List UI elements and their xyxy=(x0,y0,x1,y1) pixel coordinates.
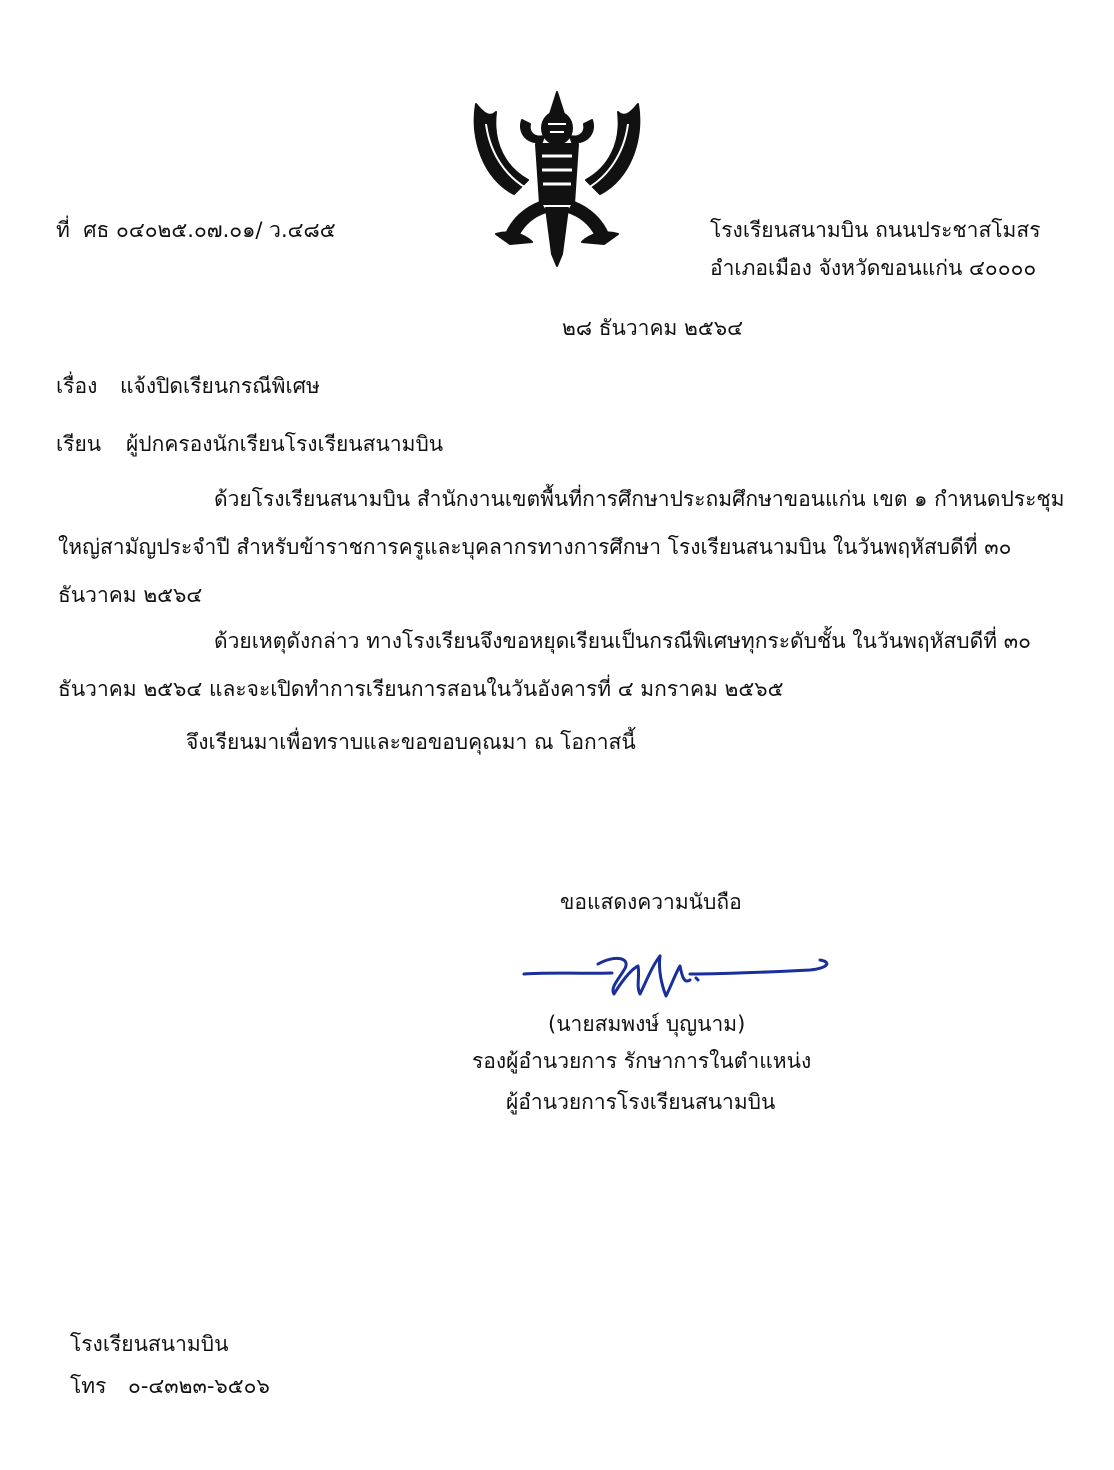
signature-image xyxy=(520,950,832,1002)
body-paragraph-1 xyxy=(58,475,1078,619)
garuda-emblem-icon xyxy=(466,84,648,272)
subject-text: แจ้งปิดเรียนกรณีพิเศษ xyxy=(120,374,320,398)
closing-request: จึงเรียนมาเพื่อทราบและขอขอบคุณมา ณ โอกาสนี้ xyxy=(186,730,636,754)
signatory-position-1: รองผู้อำนวยการ รักษาการในตำแหน่ง xyxy=(472,1049,812,1073)
body-paragraph-2 xyxy=(58,617,1078,713)
body-paragraph-2-text: ด้วยเหตุดังกล่าว ทางโรงเรียนจึงขอหยุดเรียนเป็นกรณีพิเศษทุกระดับชั้น ในวันพฤหัสบดีที่ ๓๐ ธันวาคม ๒๕๖๔ และจะเปิดทำการเรียนการสอนในวันอังคารที่ ๔ มกราคม ๒๕๖๕ xyxy=(58,629,1031,701)
reference-label: ที่ xyxy=(56,218,70,242)
subject-label: เรื่อง xyxy=(56,374,98,398)
address-line-1: โรงเรียนสนามบิน ถนนประชาสโมสร xyxy=(710,218,1041,242)
address-line-2: อำเภอเมือง จังหวัดขอนแก่น ๔๐๐๐๐ xyxy=(710,256,1037,280)
footer-phone-label: โทร xyxy=(70,1374,107,1398)
body-paragraph-1-text: ด้วยโรงเรียนสนามบิน สำนักงานเขตพื้นที่การศึกษาประถมศึกษาขอนแก่น เขต ๑ กำหนดประชุมใหญ่สามัญประจำปี สำหรับข้าราชการครูและบุคลากรทางการศึกษา โรงเรียนสนามบิน ในวันพฤหัสบดีที่ ๓๐ ธันวาคม ๒๕๖๔ xyxy=(58,487,1065,607)
reference-number: ศธ ๐๔๐๒๕.๐๗.๐๑/ ว.๔๘๕ xyxy=(83,218,336,242)
signatory-position-2: ผู้อำนวยการโรงเรียนสนามบิน xyxy=(506,1090,776,1114)
letter-date: ๒๘ ธันวาคม ๒๕๖๔ xyxy=(562,316,744,340)
subject-line xyxy=(56,372,320,400)
closing-salutation: ขอแสดงความนับถือ xyxy=(560,890,742,914)
footer-organization: โรงเรียนสนามบิน xyxy=(70,1332,229,1356)
recipient-label: เรียน xyxy=(56,432,102,456)
footer-phone-number: ๐-๔๓๒๓-๖๕๐๖ xyxy=(128,1374,270,1398)
recipient-text: ผู้ปกครองนักเรียนโรงเรียนสนามบิน xyxy=(126,432,444,456)
signatory-name: (นายสมพงษ์ บุญนาม) xyxy=(548,1012,746,1036)
recipient-line xyxy=(56,430,443,458)
footer-phone xyxy=(70,1372,270,1400)
reference-line xyxy=(56,216,336,244)
